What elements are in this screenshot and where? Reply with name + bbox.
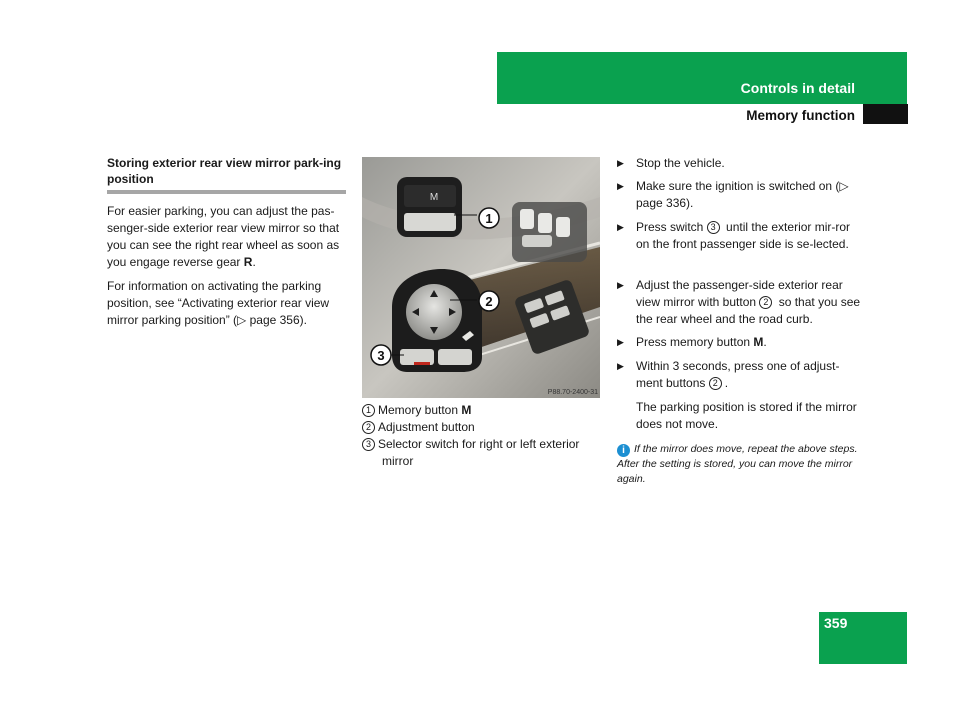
legend-number: 1 [362, 404, 375, 417]
bullet-arrow-icon: ▶ [617, 337, 624, 347]
heading-rule [107, 190, 346, 194]
chapter-title: Controls in detail [740, 80, 855, 96]
gear-r: R [243, 255, 253, 269]
step-text: Make sure the ignition is switched on (▷ page 336). [636, 179, 849, 210]
info-note [617, 442, 862, 487]
legend-item [362, 419, 607, 436]
inline-callout-number: 2 [709, 377, 722, 390]
legend-text: Adjustment button [378, 420, 475, 434]
intro-paragraph [107, 203, 347, 271]
section-subtitle: Memory function [746, 108, 855, 123]
callout-1: 1 [485, 211, 493, 226]
legend-text: Memory button [378, 403, 462, 417]
legend-text: Selector switch for right or left exterior [378, 437, 580, 451]
section-heading: Storing exterior rear view mirror park-ing position [107, 156, 342, 186]
step-text-part: so that you see the rear wheel and the road curb. [636, 295, 861, 326]
step-text-part: . [724, 376, 729, 390]
reference-paragraph: For information on activating the parking position, see “Activating exterior rear view mirror parking position” (▷ page 356). [107, 279, 330, 327]
page-number: 359 [824, 615, 848, 631]
legend-number: 2 [362, 421, 375, 434]
legend-text-continued: mirror [382, 454, 414, 468]
memory-button-label: M [429, 192, 439, 203]
bullet-arrow-icon: ▶ [617, 158, 624, 168]
bullet-arrow-icon: ▶ [617, 361, 624, 371]
step-text: Stop the vehicle. [636, 156, 725, 170]
legend-number: 3 [362, 438, 375, 451]
door-panel-illustration [362, 157, 600, 398]
step-text [636, 277, 861, 328]
info-text: If the mirror does move, repeat the above steps. After the setting is stored, you can move the mirror again. [617, 443, 858, 485]
figure-code: P88.70-2400-31 [547, 389, 598, 396]
info-icon: i [617, 444, 630, 457]
step-text-part: until the exterior mir-ror on the front passenger side is se-lected. [636, 220, 851, 251]
bullet-arrow-icon: ▶ [617, 280, 624, 290]
step-text-part: Press switch [636, 220, 707, 234]
legend-item [362, 402, 607, 419]
callout-2: 2 [485, 294, 493, 309]
step-bold: M [753, 335, 764, 349]
step-text [636, 358, 861, 392]
step-text-part: Within 3 seconds, press one of adjust-ment buttons [636, 359, 840, 390]
step-text-part: Adjust the passenger-side exterior rear view mirror with button [636, 278, 843, 309]
legend-item [362, 436, 607, 470]
step-text [636, 334, 861, 351]
step-text [636, 219, 861, 253]
header-tab-marker [863, 104, 908, 124]
bullet-arrow-icon: ▶ [617, 222, 624, 232]
legend-bold: M [461, 403, 472, 417]
intro-text: For easier parking, you can adjust the pas-senger-side exterior rear view mirror so that you can see the right rear wheel as soon as you engage reverse gear [107, 204, 340, 269]
bullet-arrow-icon: ▶ [617, 181, 624, 191]
header-band [497, 52, 907, 104]
step-text-part: Press memory button [636, 335, 754, 349]
inline-callout-number: 3 [707, 221, 720, 234]
step-text-part: . [763, 335, 767, 349]
intro-end: . [252, 255, 256, 269]
callout-3: 3 [377, 348, 385, 363]
result-note: The parking position is stored if the mirror does not move. [636, 400, 857, 431]
inline-callout-number: 2 [759, 296, 772, 309]
door-control-figure [362, 157, 600, 398]
